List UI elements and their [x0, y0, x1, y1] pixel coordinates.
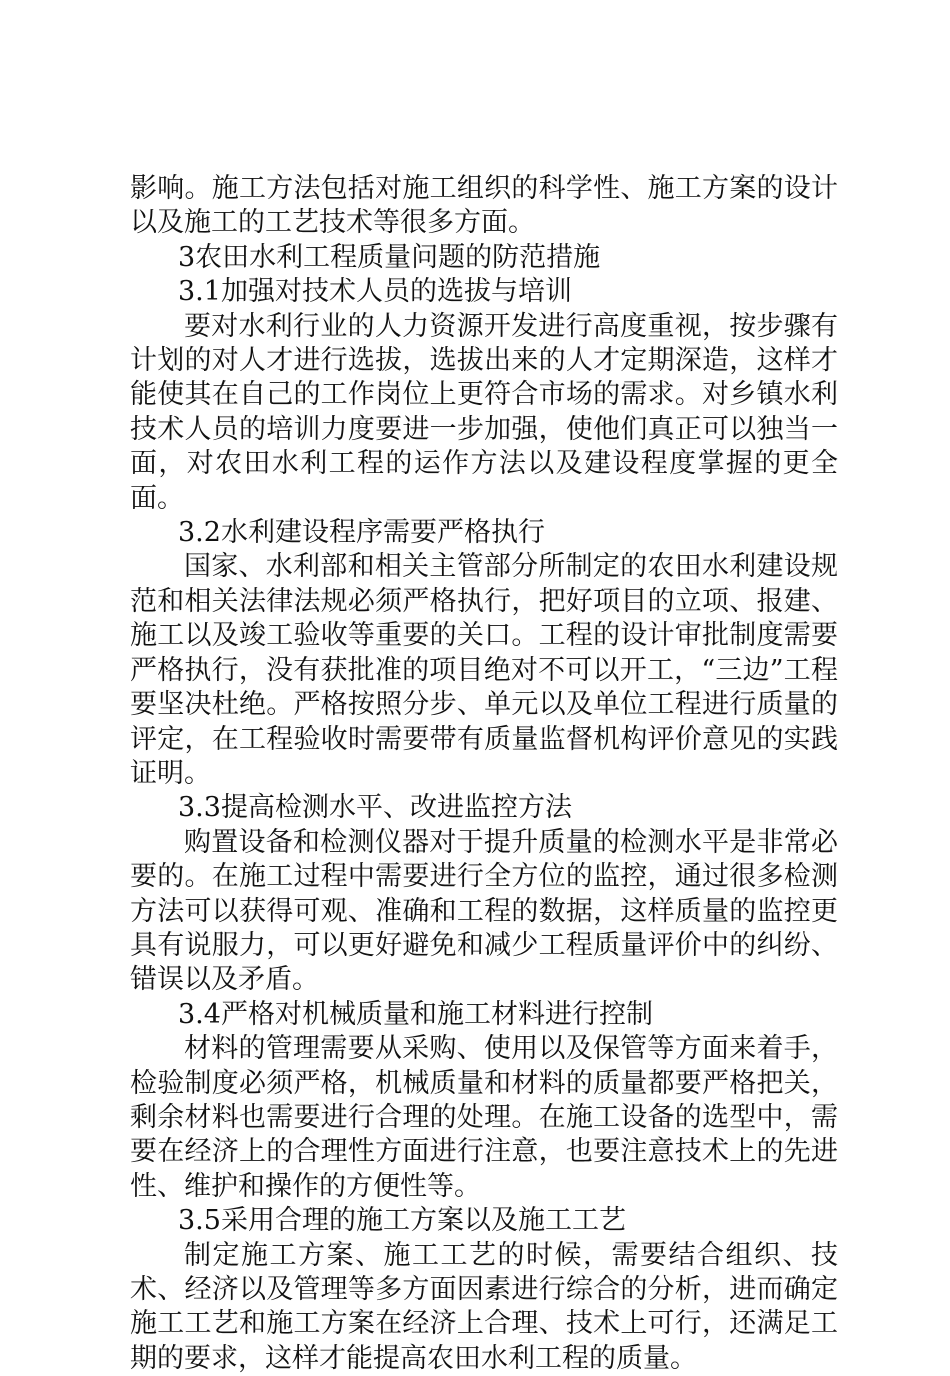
paragraph-3-2: 国家、水利部和相关主管部分所制定的农田水利建设规范和相关法律法规必须严格执行，把好项目的立项、报建、施工以及竣工验收等重要的关口。工程的设计审批制度需要严格执行，没有获批准的项目绝对不可以开工，“三边”工程要坚决杜绝。严格按照分步、单元以及单位工程进行质量的评定，在工程验收时需要带有质量监督机构评价意见的实践证明。 — [130, 551, 838, 789]
subsection-heading-3-2: 3.2水利建设程序需要严格执行 — [178, 517, 545, 549]
paragraph-3-4: 材料的管理需要从采购、使用以及保管等方面来着手，检验制度必须严格，机械质量和材料的质量都要严格把关，剩余材料也需要进行合理的处理。在施工设备的选型中，需要在经济上的合理性方面进行注意，也要注意技术上的先进性、维护和操作的方便性等。 — [130, 1033, 838, 1202]
paragraph-3-1: 要对水利行业的人力资源开发进行高度重视，按步骤有计划的对人才进行选拔，选拔出来的人才定期深造，这样才能使其在自己的工作岗位上更符合市场的需求。对乡镇水利技术人员的培训力度要进一步加强，使他们真正可以独当一面，对农田水利工程的运作方法以及建设程度掌握的更全面。 — [130, 310, 838, 514]
subsection-heading-3-4: 3.4严格对机械质量和施工材料进行控制 — [178, 998, 653, 1030]
subsection-heading-3-3: 3.3提高检测水平、改进监控方法 — [178, 792, 572, 824]
paragraph-intro-continuation: 影响。施工方法包括对施工组织的科学性、施工方案的设计以及施工的工艺技术等很多方面。 — [130, 173, 838, 239]
document-page — [130, 172, 838, 1376]
section-heading-3: 3农田水利工程质量问题的防范措施 — [178, 241, 601, 273]
paragraph-3-3: 购置设备和检测仪器对于提升质量的检测水平是非常必要的。在施工过程中需要进行全方位的监控，通过很多检测方法可以获得可观、准确和工程的数据，这样质量的监控更具有说服力，可以更好避免和减少工程质量评价中的纠纷、错误以及矛盾。 — [130, 826, 838, 996]
paragraph-3-5: 制定施工方案、施工工艺的时候，需要结合组织、技术、经济以及管理等多方面因素进行综合的分析，进而确定施工工艺和施工方案在经济上合理、技术上可行，还满足工期的要求，这样才能提高农田水利工程的质量。 — [130, 1239, 838, 1374]
subsection-heading-3-5: 3.5采用合理的施工方案以及施工工艺 — [178, 1205, 626, 1237]
subsection-heading-3-1: 3.1加强对技术人员的选拔与培训 — [178, 276, 572, 308]
